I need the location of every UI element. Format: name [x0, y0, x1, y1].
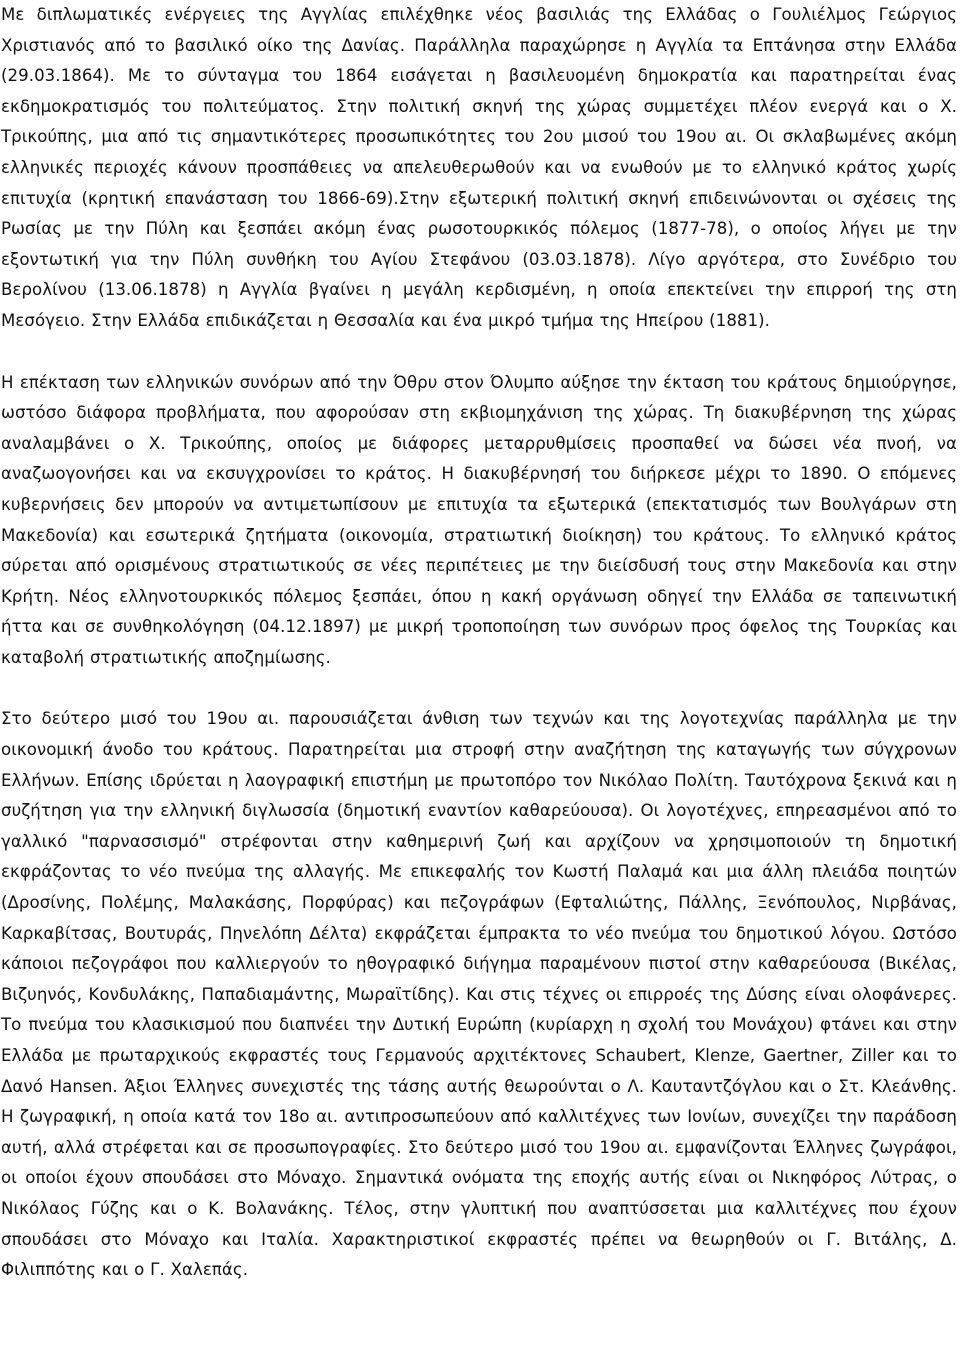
paragraph-greek-kingdom-1864: Με διπλωματικές ενέργειες της Αγγλίας επιλέχθηκε νέος βασιλιάς της Ελλάδας ο Γουλιέλμος Γεώργιος Χριστιανός από το βασιλικό οίκο της Δανίας. Παράλληλα παραχώρησε η Αγγλία τα Επτάνησα στην Ελλάδα (29.03.1864). Με το σύνταγμα του 1864 εισάγεται η βασιλευομένη δημοκρατία και παρατηρείται ένας εκδημοκρατισμός του πολιτεύματος. Στην πολιτική σκηνή της χώρας συμμετέχει πλέον ενεργά και ο Χ. Τρικούπης, μια από τις σημαντικότερες προσωπικότητες του 2ου μισού του 19ου αι. Οι σκλαβωμένες ακόμη ελληνικές περιοχές κάνουν προσπάθειες να απελευθερωθούν και να ενωθούν με το ελληνικό κράτος χωρίς επιτυχία (κρητική επανάσταση του 1866-69).Στην εξωτερική πολιτική σκηνή επιδεινώνονται οι σχέσεις της Ρωσίας με την Πύλη και ξεσπάει ακόμη ένας ρωσοτουρκικός πόλεμος (1877-78), ο οποίος λήγει με την εξοντωτική για την Πύλη συνθήκη του Αγίου Στεφάνου (03.03.1878). Λίγο αργότερα, στο Συνέδριο του Βερολίνου (13.06.1878) η Αγγλία βγαίνει η μεγάλη κερδισμένη, η οποία επεκτείνει την επιρροή της στη Μεσόγειο. Στην Ελλάδα επιδικάζεται η Θεσσαλία και ένα μικρό τμήμα της Ηπείρου (1881).: [1, 5, 957, 330]
paragraph-spacer: [1, 673, 957, 704]
paragraph-spacer: [1, 337, 957, 368]
paragraph-borders-expansion: Η επέκταση των ελληνικών συνόρων από την Όθρυ στον Όλυμπο αύξησε την έκταση του κράτους δημιούργησε, ωστόσο διάφορα προβλήματα, που αφορούσαν στη εκβιομηχάνιση της χώρας. Τη διακυβέρνηση της χώρας αναλαμβάνει ο Χ. Τρικούπης, οποίος με διάφορες μεταρρυθμίσεις προσπαθεί να δώσει νέα πνοή, να αναζωογονήσει και να εκσυγχρονίσει το κράτος. Η διακυβέρνησή του διήρκεσε μέχρι το 1890. Ο επόμενες κυβερνήσεις δεν μπορούν να αντιμετωπίσουν με επιτυχία τα εξωτερικά (επεκτατισμός των Βουλγάρων στη Μακεδονία) και εσωτερικά ζητήματα (οικονομία, στρατιωτική διοίκηση) του κράτους. Το ελληνικό κράτος σύρεται από ορισμένους στρατιωτικούς σε νέες περιπέτειες με την διείσδυσή τους στην Μακεδονία και στην Κρήτη. Νέος ελληνοτουρκικός πόλεμος ξεσπάει, όπου η κακή οργάνωση οδηγεί την Ελλάδα σε ταπεινωτική ήττα και σε συνθηκολόγηση (04.12.1897) με μικρή τροποποίηση των συνόρων προς όφελος της Τουρκίας και καταβολή στρατιωτικής αποζημίωσης.: [1, 372, 957, 667]
paragraph-arts-and-letters: Στο δεύτερο μισό του 19ου αι. παρουσιάζεται άνθιση των τεχνών και της λογοτεχνίας παράλληλα με την οικονομική άνοδο του κράτους. Παρατηρείται μια στροφή στην αναζήτηση της καταγωγής των σύγχρονων Ελλήνων. Επίσης ιδρύεται η λαογραφική επιστήμη με πρωτοπόρο τον Νικόλαο Πολίτη. Ταυτόχρονα ξεκινά και η συζήτηση για την ελληνική διγλωσσία (δημοτική εναντίον καθαρεύουσα). Οι λογοτέχνες, επηρεασμένοι από το γαλλικό "παρνασσισμό" στρέφονται στην καθημερινή ζωή και αρχίζουν να χρησιμοποιούν τη δημοτική εκφράζοντας το νέο πνεύμα της αλλαγής. Με επικεφαλής τον Κωστή Παλαμά και μια άλλη πλειάδα ποιητών (Δροσίνης, Πολέμης, Μαλακάσης, Πορφύρας) και πεζογράφων (Εφταλιώτης, Πάλλης, Ξενόπουλος, Νιρβάνας, Καρκαβίτσας, Βουτυράς, Πηνελόπη Δέλτα) εκφράζεται έμπρακτα το νέο πνεύμα του δημοτικού λόγου. Ωστόσο κάποιοι πεζογράφοι που καλλιεργούν το ηθογραφικό διήγημα παραμένουν πιστοί στην καθαρεύουσα (Βικέλας, Βιζυηνός, Κονδυλάκης, Παπαδιαμάντης, Μωραϊτίδης). Και στις τέχνες οι επιρροές της Δύσης είναι ολοφάνερες. Το πνεύμα του κλασικισμού που διαπνέει την Δυτική Ευρώπη (κυρίαρχη η σχολή του Μονάχου) φτάνει και στην Ελλάδα με πρωταρχικούς εκφραστές τους Γερμανούς αρχιτέκτονες Schaubert, Klenze, Gaertner, Ziller και το Δανό Hansen. Άξιοι Έλληνες συνεχιστές της τάσης αυτής θεωρούνται ο Λ. Καυταντζόγλου και ο Στ. Κλεάνθης. Η ζωγραφική, η οποία κατά τον 18ο αι. αντιπροσωπεύουν από καλλιτέχνες των Ιονίων, συνεχίζει την παράδοση αυτή, αλλά στρέφεται και σε προσωπογραφίες. Στο δεύτερο μισό του 19ου αι. εμφανίζονται Έλληνες ζωγράφοι, οι οποίοι έχουν σπουδάσει στο Μόναχο. Σημαντικά ονόματα της εποχής αυτής είναι οι Νικηφόρος Λύτρας, ο Νικόλαος Γύζης και ο Κ. Βολανάκης. Τέλος, στην γλυπτική που αναπτύσσεται μια καλλιτέχνες που έχουν σπουδάσει στο Μόναχο και Ιταλία. Χαρακτηριστικοί εκφραστές πρέπει να θεωρηθούν οι Γ. Βιτάλης, Δ. Φιλιππότης και ο Γ. Χαλεπάς.: [1, 709, 957, 1280]
